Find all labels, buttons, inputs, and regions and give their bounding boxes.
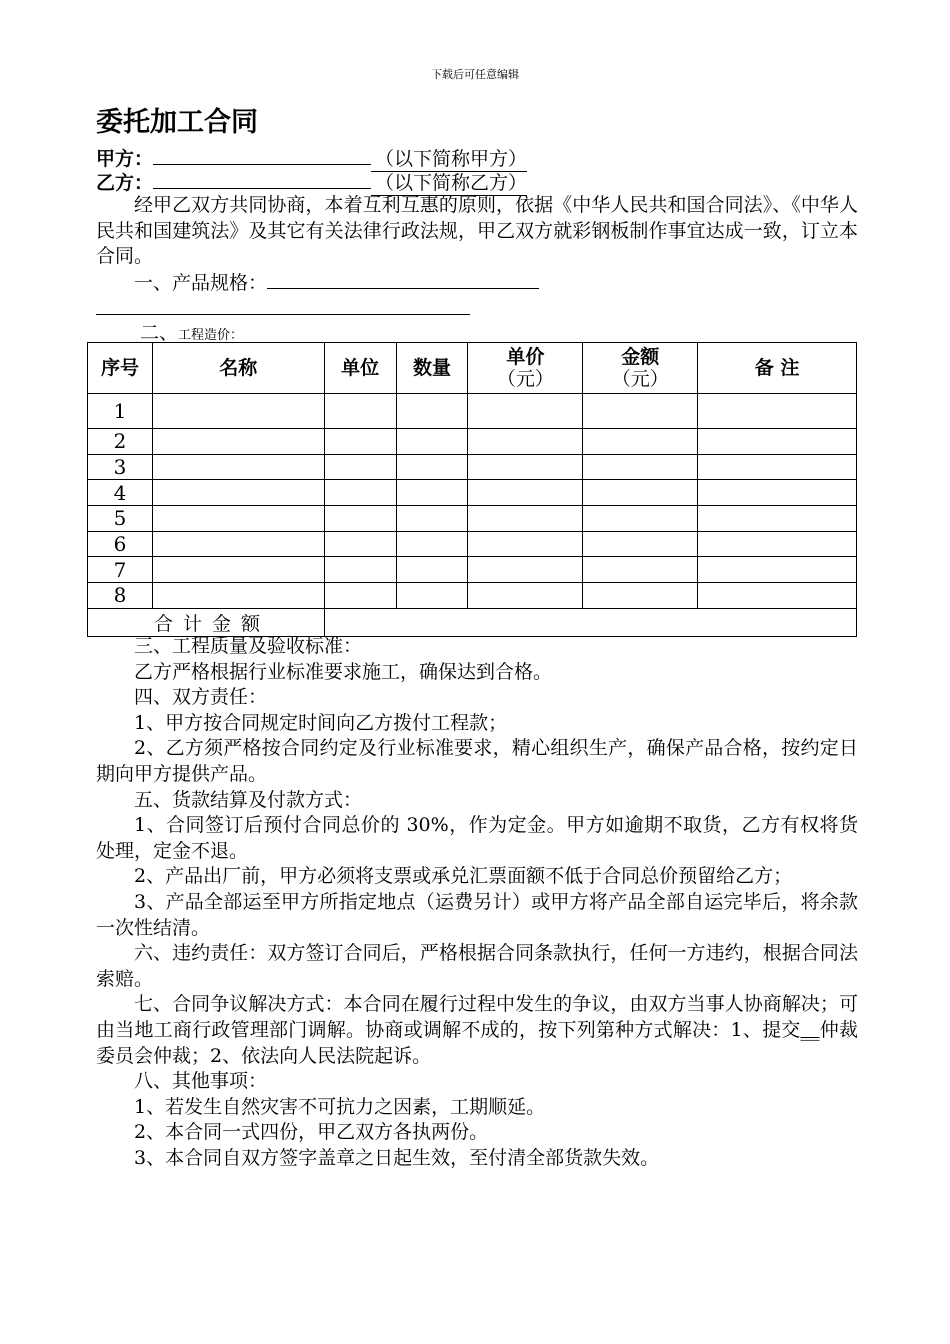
- cell[interactable]: [324, 531, 396, 557]
- header-remark: 备 注: [698, 343, 857, 394]
- cell[interactable]: [396, 557, 468, 583]
- row-index: 8: [88, 583, 153, 609]
- table-header-row: [88, 343, 857, 394]
- cell[interactable]: [468, 506, 583, 532]
- cell[interactable]: [324, 454, 396, 480]
- cell[interactable]: [396, 394, 468, 429]
- header-price-unit: （元）: [496, 368, 554, 390]
- section5-item1: 1、合同签订后预付合同总价的 30%，作为定金。甲方如逾期不取货，乙方有权将货处理，定金不退。: [96, 814, 858, 862]
- header-amount: [583, 343, 698, 394]
- cell[interactable]: [583, 583, 698, 609]
- intro-paragraph: 经甲乙双方共同协商，本着互利互惠的原则，依据《中华人民共和国合同法》、《中华人民共和国建筑法》及其它有关法律行政法规，甲乙双方就彩钢板制作事宜达成一致，订立本合同。: [96, 194, 858, 268]
- cell[interactable]: [396, 531, 468, 557]
- section7-part2: 仲裁委员会仲裁；2、依法向人民法院起诉。: [96, 1018, 858, 1067]
- party-b-suffix: （以下简称乙方）: [371, 171, 527, 196]
- cell[interactable]: [152, 454, 324, 480]
- cell[interactable]: [152, 506, 324, 532]
- cell[interactable]: [698, 394, 857, 429]
- page-title: 委托加工合同: [96, 107, 258, 138]
- cell[interactable]: [468, 480, 583, 506]
- section7-part1: 七、合同争议解决方式：本合同在履行过程中发生的争议，由双方当事人协商解决；可由当地工商行政管理部门调解。协商或调解不成的，按下列第种方式解决：1、提交: [96, 993, 858, 1041]
- cell[interactable]: [583, 429, 698, 455]
- cell[interactable]: [583, 557, 698, 583]
- cell[interactable]: [396, 429, 468, 455]
- row-index: 5: [88, 506, 153, 532]
- table-row: [88, 506, 857, 532]
- table-row: [88, 429, 857, 455]
- cell[interactable]: [468, 394, 583, 429]
- section8-item1: 1、若发生自然灾害不可抗力之因素，工期顺延。: [134, 1095, 546, 1118]
- cell[interactable]: [468, 531, 583, 557]
- cell[interactable]: [396, 454, 468, 480]
- cell[interactable]: [468, 557, 583, 583]
- cell[interactable]: [468, 429, 583, 455]
- cell[interactable]: [152, 480, 324, 506]
- section2-prefix: 二、: [140, 322, 179, 344]
- section6-text: 六、违约责任：双方签订合同后，严格根据合同条款执行，任何一方违约，根据合同法索赔。: [96, 942, 858, 990]
- total-value-cell[interactable]: [324, 608, 856, 636]
- section3-text: 乙方严格根据行业标准要求施工，确保达到合格。: [134, 660, 553, 683]
- section4-heading: 四、双方责任：: [134, 686, 268, 709]
- cell[interactable]: [583, 506, 698, 532]
- cell[interactable]: [152, 531, 324, 557]
- row-index: 3: [88, 454, 153, 480]
- cell[interactable]: [324, 506, 396, 532]
- cell[interactable]: [583, 531, 698, 557]
- cell[interactable]: [324, 429, 396, 455]
- cell[interactable]: [324, 583, 396, 609]
- header-qty: 数量: [396, 343, 468, 394]
- cell[interactable]: [152, 583, 324, 609]
- party-a-suffix: （以下简称甲方）: [371, 147, 527, 172]
- section1-label: 一、产品规格：: [134, 271, 268, 294]
- row-index: 4: [88, 480, 153, 506]
- section5-heading: 五、货款结算及付款方式：: [134, 788, 363, 811]
- party-b-label: 乙方：: [96, 172, 154, 194]
- section8-item3: 3、本合同自双方签字盖章之日起生效，至付清全部货款失效。: [134, 1146, 660, 1169]
- header-unit: 单位: [324, 343, 396, 394]
- row-index: 7: [88, 557, 153, 583]
- table-total-row: [88, 608, 857, 636]
- intro-block: [96, 193, 858, 296]
- cell[interactable]: [468, 583, 583, 609]
- cell[interactable]: [698, 557, 857, 583]
- party-a-line: [96, 146, 527, 172]
- section3-heading: 三、工程质量及验收标准：: [134, 635, 363, 657]
- cell[interactable]: [152, 429, 324, 455]
- table-row: [88, 583, 857, 609]
- section2-text: 工程造价：: [178, 328, 244, 343]
- header-seq: 序号: [88, 343, 153, 394]
- cell[interactable]: [698, 480, 857, 506]
- total-label: 合计金额: [88, 608, 325, 636]
- table-row: [88, 394, 857, 429]
- cell[interactable]: [324, 557, 396, 583]
- spec-blank[interactable]: [267, 270, 539, 289]
- cell[interactable]: [152, 394, 324, 429]
- cell[interactable]: [396, 480, 468, 506]
- party-b-blank[interactable]: [153, 170, 371, 189]
- table-row: [88, 557, 857, 583]
- cell[interactable]: [698, 429, 857, 455]
- header-note: 下载后可任意编辑: [431, 68, 519, 81]
- terms-block: [96, 634, 858, 1171]
- cell[interactable]: [396, 583, 468, 609]
- table-row: [88, 454, 857, 480]
- cell[interactable]: [583, 394, 698, 429]
- cell[interactable]: [698, 454, 857, 480]
- table-row: [88, 531, 857, 557]
- section5-item2: 2、产品出厂前，甲方必须将支票或承兑汇票面额不低于合同总价预留给乙方；: [134, 865, 793, 888]
- row-index: 2: [88, 429, 153, 455]
- party-a-blank[interactable]: [153, 146, 371, 165]
- header-name: 名称: [152, 343, 324, 394]
- header-amount-label: 金额: [621, 346, 660, 368]
- arbitration-blank[interactable]: __: [800, 1018, 820, 1041]
- header-amount-unit: （元）: [611, 368, 669, 390]
- cell[interactable]: [698, 506, 857, 532]
- cell[interactable]: [324, 480, 396, 506]
- section4-item1: 1、甲方按合同规定时间向乙方拨付工程款；: [134, 711, 508, 734]
- row-index: 6: [88, 531, 153, 557]
- section1-line: [96, 270, 858, 297]
- header-price-label: 单价: [506, 346, 545, 368]
- cell[interactable]: [152, 557, 324, 583]
- section5-item3: 3、产品全部运至甲方所指定地点（运费另计）或甲方将产品全部自运完毕后，将余款一次性结清。: [96, 890, 858, 939]
- cell[interactable]: [396, 506, 468, 532]
- header-price: [468, 343, 583, 394]
- cell[interactable]: [583, 454, 698, 480]
- section4-item2: 2、乙方须严格按合同约定及行业标准要求，精心组织生产，确保产品合格，按约定日期向甲方提供产品。: [96, 737, 858, 785]
- party-a-label: 甲方：: [96, 148, 154, 170]
- row-index: 1: [88, 394, 153, 429]
- section8-heading: 八、其他事项：: [134, 1070, 268, 1093]
- cell[interactable]: [698, 583, 857, 609]
- spec-blank-line2[interactable]: [96, 314, 470, 315]
- cell[interactable]: [468, 454, 583, 480]
- section8-item2: 2、本合同一式四份，甲乙双方各执两份。: [134, 1121, 489, 1144]
- table-row: [88, 480, 857, 506]
- cell[interactable]: [324, 394, 396, 429]
- price-table: [87, 342, 857, 637]
- cell[interactable]: [698, 531, 857, 557]
- cell[interactable]: [583, 480, 698, 506]
- section7-text: [96, 992, 858, 1069]
